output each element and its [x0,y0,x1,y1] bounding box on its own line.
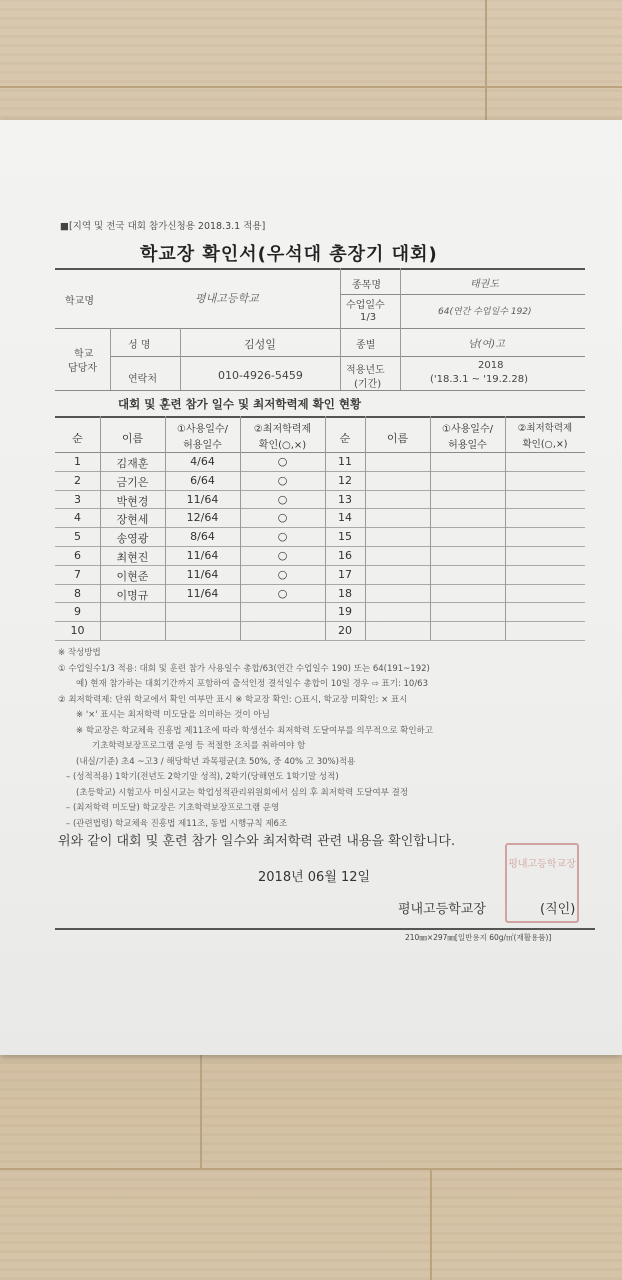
table-cell-name: 박현경 [116,494,149,508]
value-school-name: 평내고등학교 [195,292,259,305]
table-cell-n-right: 15 [338,530,352,544]
note-line: – (관련법령) 학교체육 진흥법 제11조, 동법 시행규칙 제6조 [66,818,288,829]
rule [55,328,585,329]
rule [110,356,585,357]
table-cell-name: 금기은 [116,475,149,489]
table-cell-n: 1 [74,455,81,468]
table-cell-days: 12/64 [186,511,219,525]
header-note: ■[지역 및 전국 대회 참가신청용 2018.3.1 적용] [60,221,266,232]
label-class-days-sub: 1/3 [360,312,377,323]
table-cell-n-right: 11 [338,455,352,468]
header-name-right: 이름 [386,432,409,445]
header-check-right-2: 확인(○,×) [522,439,568,450]
note-line: – (최저학력 미도달) 학교장은 기초학력보장프로그램 운영 [66,803,280,813]
floor-seam [430,1170,432,1280]
label-manager-1: 학교 [74,349,94,360]
table-cell-name: 김재훈 [116,457,149,470]
table-cell-days: 11/64 [186,549,219,562]
table-cell-n-right: 14 [338,511,352,525]
document-title: 학교장 확인서(우석대 총장기 대회) [140,244,438,265]
document-paper [0,120,622,1055]
issue-date: 2018년 06월 12일 [258,870,371,885]
table-cell-name: 이현준 [116,569,149,583]
table-cell-check: ○ [277,549,288,562]
rule [55,390,585,391]
table-cell-n-right: 12 [338,473,352,487]
table-cell-n: 4 [74,511,81,525]
label-manager-2: 담당자 [68,363,97,374]
value-event: 태권도 [470,279,499,290]
rule [110,328,111,390]
table-cell-check: ○ [277,492,288,506]
table-cell-check: ○ [277,473,288,487]
official-seal [505,843,579,923]
table-cell-days: 4/64 [190,455,215,468]
table-cell-name: 최현진 [116,551,149,564]
rule [55,928,595,930]
table-cell-check: ○ [277,530,288,544]
value-class-days: 64(연간 수업일수 192) [438,307,532,317]
table-cell-name: 송영광 [116,532,149,546]
floor-seam [200,1055,202,1168]
table-cell-n-right: 13 [338,492,352,506]
floor-seam [485,0,487,120]
rule [180,328,181,390]
note-line: 예) 현재 참가하는 대회기간까지 포함하여 출석인정 결석일수 총합이 10일 경우 ⇨ 표기: 10/63 [76,679,429,689]
confirm-text: 위와 같이 대회 및 훈련 참가 일수와 최저학력 관련 내용을 확인합니다. [58,834,456,849]
floor-seam [0,1168,622,1170]
rule [55,268,585,270]
label-contact: 연락처 [128,374,157,385]
value-name: 김성일 [244,338,276,351]
table-cell-days: 6/64 [190,473,215,487]
header-name: 이름 [121,432,144,445]
header-check-1: ②최저학력제 [253,424,312,435]
note-line: ※ 작성방법 [58,648,101,658]
table-cell-name: 이명규 [116,588,149,602]
note-line: – (성적적용) 1학기(전년도 2학기말 성적), 2학기(당해연도 1학기말 성적) [66,772,339,782]
header-days-2: 허용일수 [183,440,222,451]
table-cell-n-right: 19 [338,605,352,619]
label-name: 성 명 [128,340,151,351]
note-line: ※ 학교장은 학교체육 진흥법 제11조에 따라 학생선수 최저학력 도달여부를 의무적으로 확인하고 [76,725,433,736]
floor-seam [0,86,622,88]
signer: 평내고등학교장 [398,902,486,917]
table-cell-n-right: 16 [338,549,352,562]
table-cell-days: 11/64 [186,586,219,600]
table-cell-n: 9 [74,605,81,619]
header-days-right-2: 허용일수 [448,440,487,451]
label-class-days: 수업일수 [346,300,385,311]
rule [340,268,341,390]
rule [100,416,101,640]
header-days-1: ①사용일수/ [177,424,228,435]
section-title: 대회 및 훈련 참가 일수 및 최저학력제 확인 현황 [118,397,362,411]
note-line: ※ '×' 표시는 최저학력 미도달을 의미하는 것이 아님 [76,710,270,720]
note-line: (초등학교) 시험고사 미실시교는 학업성적관리위원회에서 심의 후 최저학력 도달여부 결정 [76,787,409,798]
label-event: 종목명 [352,280,381,291]
value-contact: 010-4926-5459 [218,369,303,382]
table-cell-n-right: 20 [338,624,352,638]
table-cell-check: ○ [277,455,288,468]
row-rule [55,640,585,641]
rule [340,294,585,295]
header-num: 순 [72,432,83,445]
table-cell-check: ○ [277,511,288,525]
seal-text: 평내고등학교장 [508,859,576,870]
table-cell-days: 11/64 [186,492,219,506]
value-period: ('18.3.1 ~ '19.2.28) [430,374,529,385]
table-cell-check: ○ [277,567,288,581]
table-cell-n: 2 [74,473,81,487]
label-school-name: 학교명 [65,296,94,307]
rule [365,416,366,640]
header-check-2: 확인(○,×) [258,440,307,451]
value-year: 2018 [478,360,504,371]
table-cell-name: 장현세 [116,513,149,527]
table-cell-n: 8 [74,586,81,600]
table-cell-check: ○ [277,586,288,600]
value-gender: 남(여)고 [468,339,505,350]
seal-label: (직인) [540,902,576,917]
label-year: 적용년도 [346,365,385,376]
table-cell-n: 3 [74,492,81,506]
note-line: (내실/기준) 초4 ~고3 / 해당학년 과목평균(초 50%, 중 40% 고 30%)적용 [76,756,356,767]
table-cell-n: 5 [74,530,81,544]
rule [400,268,401,390]
paper-spec: 210㎜×297㎜[일반용지 60g/㎡(재활용품)] [405,933,552,942]
header-num-right: 순 [339,432,351,445]
label-gender: 종별 [356,340,376,351]
table-cell-n: 6 [74,549,81,562]
table-cell-n: 10 [70,624,85,638]
table-cell-days: 8/64 [190,530,215,544]
table-cell-n: 7 [74,567,81,581]
table-cell-n-right: 17 [338,567,352,581]
table-cell-n-right: 18 [338,586,352,600]
header-days-right-1: ①사용일수/ [442,424,493,435]
label-period: (기간) [354,379,382,390]
note-line: ① 수업일수1/3 적용: 대회 및 훈련 참가 사용일수 총합/63(연간 수업일수 190) 또는 64(191~192) [58,663,430,674]
table-cell-days: 11/64 [186,567,219,581]
note-line: ② 최저학력제: 단위 학교에서 확인 여부만 표시 ※ 학교장 확인: ○표시, 학교장 미확인: × 표시 [58,694,408,705]
header-check-right-1: ②최저학력제 [517,423,573,434]
note-line: 기초학력보장프로그램 운영 등 적절한 조치를 취하여야 함 [92,741,306,751]
